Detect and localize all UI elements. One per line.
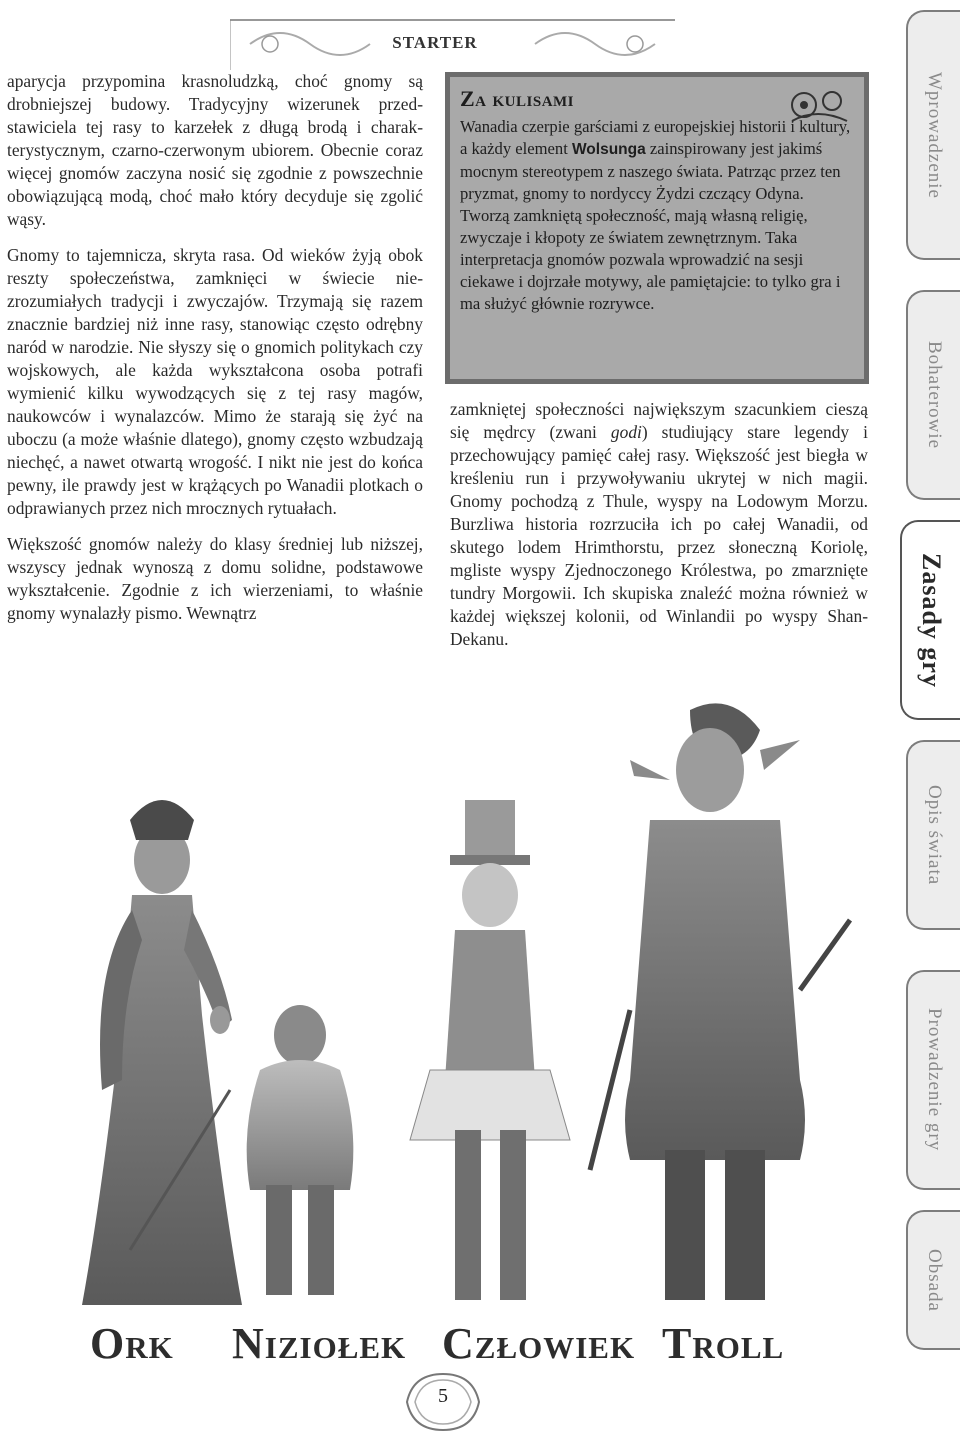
paragraph: Większość gnomów należy do klasy średniej lub niższej, wszyscy jednak wynoszą z domu solidne, podstawowe wykształcenie. Zgodnie z ich wierzeniami, to właśnie gnomy wynalazły pismo. Wewnątrz	[7, 534, 423, 623]
gear-ornament-icon	[782, 83, 856, 127]
italic-term: godi	[610, 422, 642, 442]
tab-zasady-gry[interactable]	[900, 520, 960, 720]
tab-bohaterowie[interactable]	[906, 290, 960, 500]
tab-label: Obsada	[924, 1248, 945, 1312]
chapter-tabs	[906, 0, 960, 1441]
box-text-part: Wanadia czerpie garściami z europejskiej historii i kultury, a każdy element	[460, 117, 851, 158]
caption-niziolek: Niziołek	[232, 1319, 407, 1368]
figure-czlowiek	[410, 800, 570, 1300]
box-text	[460, 116, 855, 315]
character-illustration	[70, 690, 860, 1315]
header-title: STARTER	[392, 33, 478, 52]
paragraph: Gnomy to tajemnicza, skryta rasa. Od wieków żyją obok reszty społeczeństwa, zamknięci w świecie niezrozumiałych tradycji i zwyczajów. Trzymają się razem znacznie bardziej niż inne rasy, stanowiąc często odrębny naród w narodzie. Nie słyszy się o gnomich politykach czy wojskowych, ale każda wykształcona osoba potrafi wymienić kilku wywodzących się z tej rasy magów, naukowców i wynalazców. Mimo że starają się żyć na uboczu (a może właśnie dlatego), gnomy często wzbudzają niechęć, a nawet otwartą wrogość. I nikt nie jest do końca pewny, ile prawdy jest w krążących po Wanadii plotkach o odprawianych przez nich mrocznych rytuałach.	[7, 245, 423, 518]
tab-label: Bohaterowie	[924, 340, 945, 450]
right-column	[450, 398, 868, 664]
tab-label: Wprowadzenie	[924, 71, 945, 199]
page-number: 5	[438, 1385, 448, 1407]
box-text-part: zainspirowany jest jakimś mocnym stereotypem z naszego świata. Patrząc przez ten pryzmat, gnomy to nordyccy Żydzi czczący Odyna. Tworzą zamkniętą społeczność, mają własną religię, zwyczaje i kłopoty ze światem zewnętrznym. Taka interpretacja gnomów pozwala wprowadzić na sesji ciekawe i dojrzałe motywy, ale pamiętajcie: to tylko gra i ma służyć głównie rozrywce.	[460, 139, 841, 313]
paragraph	[450, 398, 868, 651]
tab-label: Opis świata	[924, 784, 945, 886]
box-title: Za kulisami	[460, 86, 575, 111]
figure-ork	[82, 800, 242, 1305]
figure-troll	[590, 703, 850, 1300]
text-part: zamkniętej społeczności największym szacunkiem cieszą się mędrcy (zwani	[450, 399, 868, 442]
tab-obsada[interactable]	[906, 1210, 960, 1350]
tab-label: Zasady gry	[917, 552, 946, 688]
tab-opis-swiata[interactable]	[906, 740, 960, 930]
tab-prowadzenie-gry[interactable]	[906, 970, 960, 1190]
tab-label: Prowadzenie gry	[924, 1008, 945, 1152]
caption-czlowiek: Człowiek	[442, 1319, 636, 1368]
tab-wprowadzenie[interactable]	[906, 10, 960, 260]
behind-the-scenes-box	[445, 72, 869, 384]
caption-troll: Troll	[662, 1319, 785, 1368]
brand-name: Wolsunga	[571, 141, 646, 158]
caption-ork: Ork	[90, 1319, 174, 1368]
paragraph: aparycja przypomina krasnoludzką, choć gnomy są drobniejszej budowy. Tradycyjny wizerunek przedstawiciela tej rasy to karzełek z długą brodą i charakterystycznym, czarno-czerwonym ubiorem. Obecnie coraz więcej gnomów zaczyna nosić się zgodnie z powszechnie obowiązującą modą, choć mało który decyduje się zgolić wąsy.	[7, 71, 423, 229]
text-part: ) studiujący stare legendy i przechowujący pamięć całej rasy. Większość jest biegła w kreśleniu run i przywoływaniu ukrytej w nich magii. Gnomy pochodzą z Thule, wyspy na Lodowym Morzu. Burzliwa historia rozrzuciła ich po całej Wanadii, od skutego lodem Hrimthorstu, przez słoneczną Koriolę, mgliste wyspy Zjednoczonego Królestwa, po zmarznięte tundry Morgowii. Ich skupiska znaleźć można również w każdej większej kolonii, od Winlandii po wyspy Shan-Dekanu.	[450, 422, 869, 649]
left-column	[7, 70, 423, 638]
